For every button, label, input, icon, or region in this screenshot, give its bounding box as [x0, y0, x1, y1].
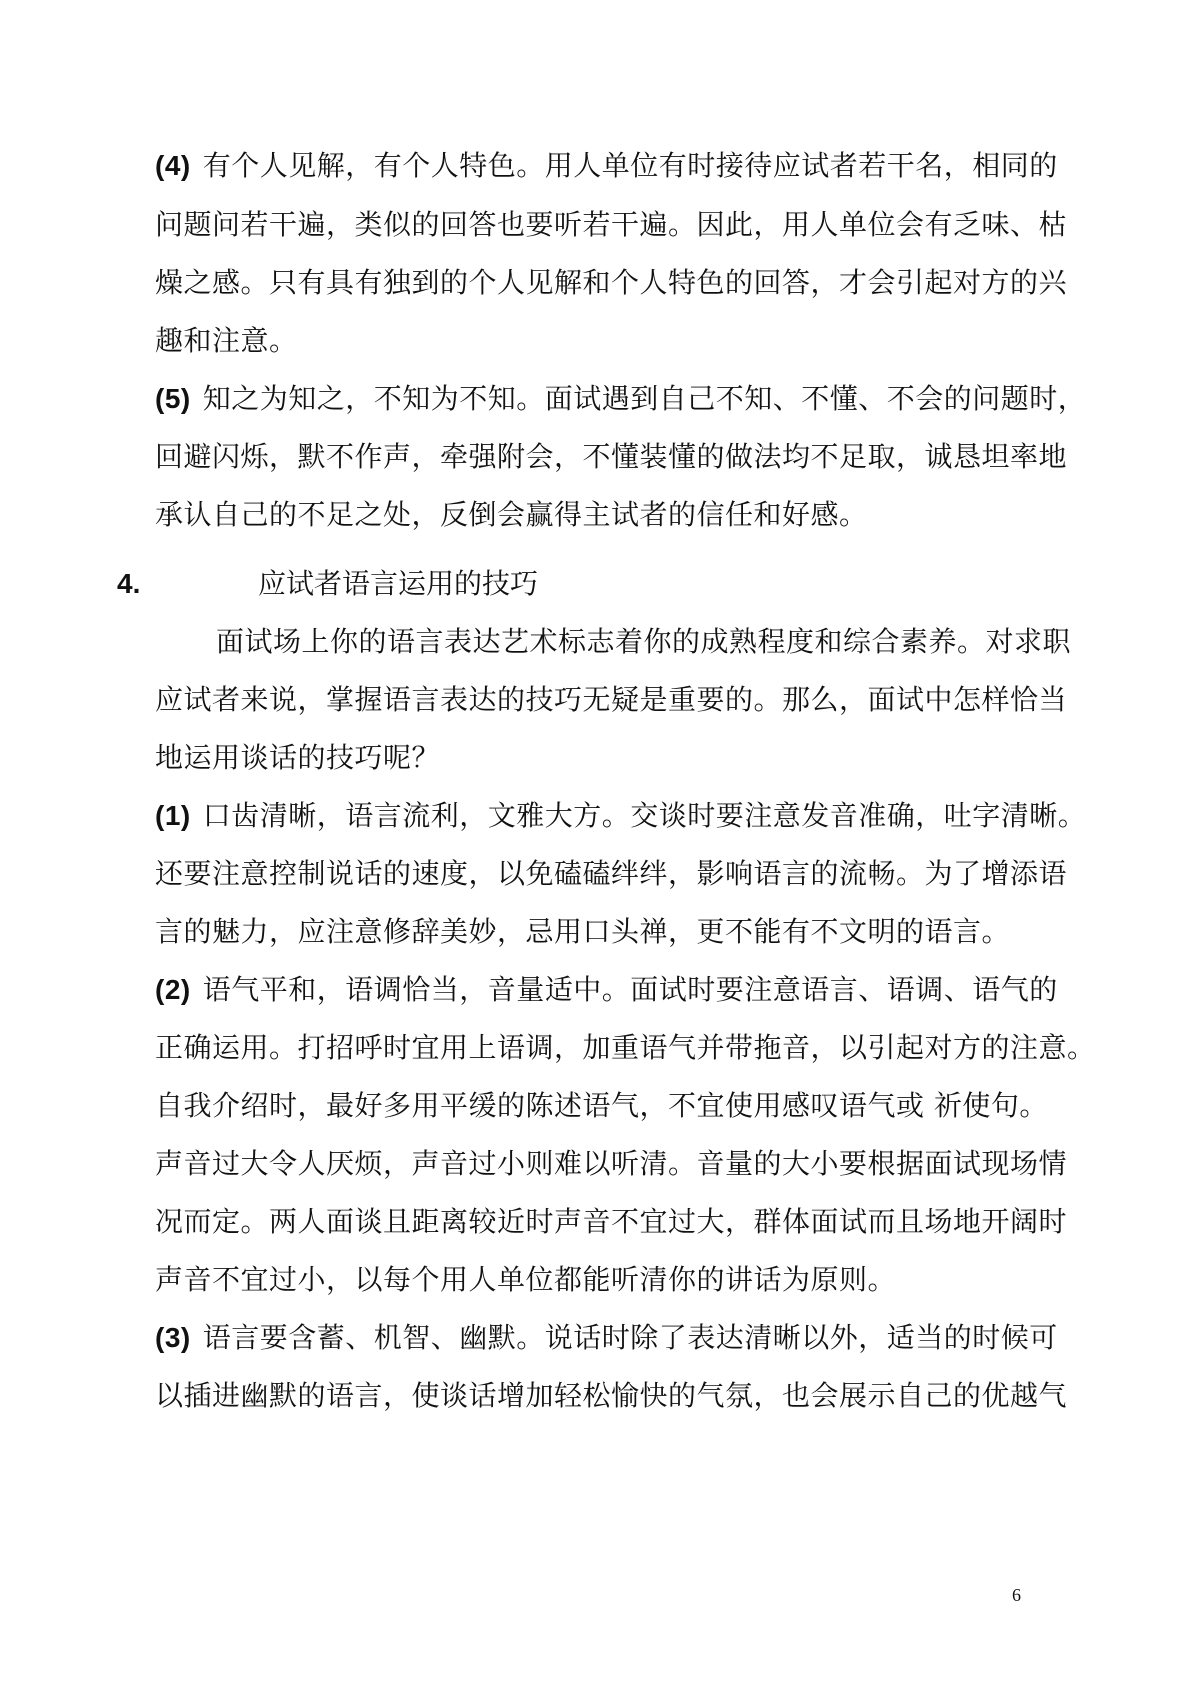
paragraph-line: 况而定。两人面谈且距离较近时声音不宜过大，群体面试而且场地开阔时: [155, 1205, 1068, 1238]
paragraph-line: 面试场上你的语言表达艺术标志着你的成熟程度和综合素养。对求职: [216, 625, 1072, 658]
section-number: 4.: [117, 568, 141, 599]
line-text: 语言要含蓄、机智、幽默。说话时除了表达清晰以外，适当的时候可: [202, 1321, 1058, 1354]
paragraph-line: 趣和注意。: [155, 324, 298, 357]
item-number: (1): [155, 800, 191, 831]
section-title: 应试者语言运用的技巧: [258, 567, 539, 600]
line-text: 有个人见解，有个人特色。用人单位有时接待应试者若干名，相同的: [202, 149, 1058, 182]
paragraph-line: [155, 1321, 1058, 1355]
line-text: 知之为知之，不知为不知。面试遇到自己不知、不懂、不会的问题时，: [202, 382, 1087, 415]
paragraph-line: [155, 382, 1087, 416]
paragraph-line: 自我介绍时，最好多用平缓的陈述语气，不宜使用感叹语气或 祈使句。: [155, 1089, 1048, 1122]
paragraph-line: 回避闪烁，默不作声，牵强附会，不懂装懂的做法均不足取，诚恳坦率地: [155, 440, 1068, 473]
paragraph-line: 声音过大令人厌烦，声音过小则难以听清。音量的大小要根据面试现场情: [155, 1147, 1068, 1180]
item-number: (3): [155, 1322, 191, 1353]
paragraph-line: 承认自己的不足之处，反倒会赢得主试者的信任和好感。: [155, 498, 868, 531]
paragraph-line: 言的魅力，应注意修辞美妙，忌用口头禅，更不能有不文明的语言。: [155, 915, 1011, 948]
paragraph-line: 正确运用。打招呼时宜用上语调，加重语气并带拖音，以引起对方的注意。: [155, 1031, 1096, 1064]
paragraph-line: [155, 149, 1058, 183]
line-text: 语气平和，语调恰当，音量适中。面试时要注意语言、语调、语气的: [202, 973, 1058, 1006]
paragraph-line: 声音不宜过小，以每个用人单位都能听清你的讲话为原则。: [155, 1263, 897, 1296]
page-number: 6: [1012, 1585, 1021, 1605]
paragraph-line: [155, 973, 1058, 1007]
item-number: (5): [155, 383, 191, 414]
paragraph-line: 地运用谈话的技巧呢？: [155, 741, 441, 774]
line-text: 口齿清晰，语言流利，文雅大方。交谈时要注意发音准确，吐字清晰。: [202, 799, 1087, 832]
paragraph-line: [155, 799, 1087, 833]
paragraph-line: 燥之感。只有具有独到的个人见解和个人特色的回答，才会引起对方的兴: [155, 266, 1068, 299]
paragraph-line: 问题问若干遍，类似的回答也要听若干遍。因此，用人单位会有乏味、枯: [155, 208, 1068, 241]
item-number: (2): [155, 974, 191, 1005]
item-number: (4): [155, 150, 191, 181]
paragraph-line: 应试者来说，掌握语言表达的技巧无疑是重要的。那么，面试中怎样恰当: [155, 683, 1068, 716]
paragraph-line: 以插进幽默的语言，使谈话增加轻松愉快的气氛，也会展示自己的优越气: [155, 1379, 1068, 1412]
paragraph-line: 还要注意控制说话的速度，以免磕磕绊绊，影响语言的流畅。为了增添语: [155, 857, 1068, 890]
